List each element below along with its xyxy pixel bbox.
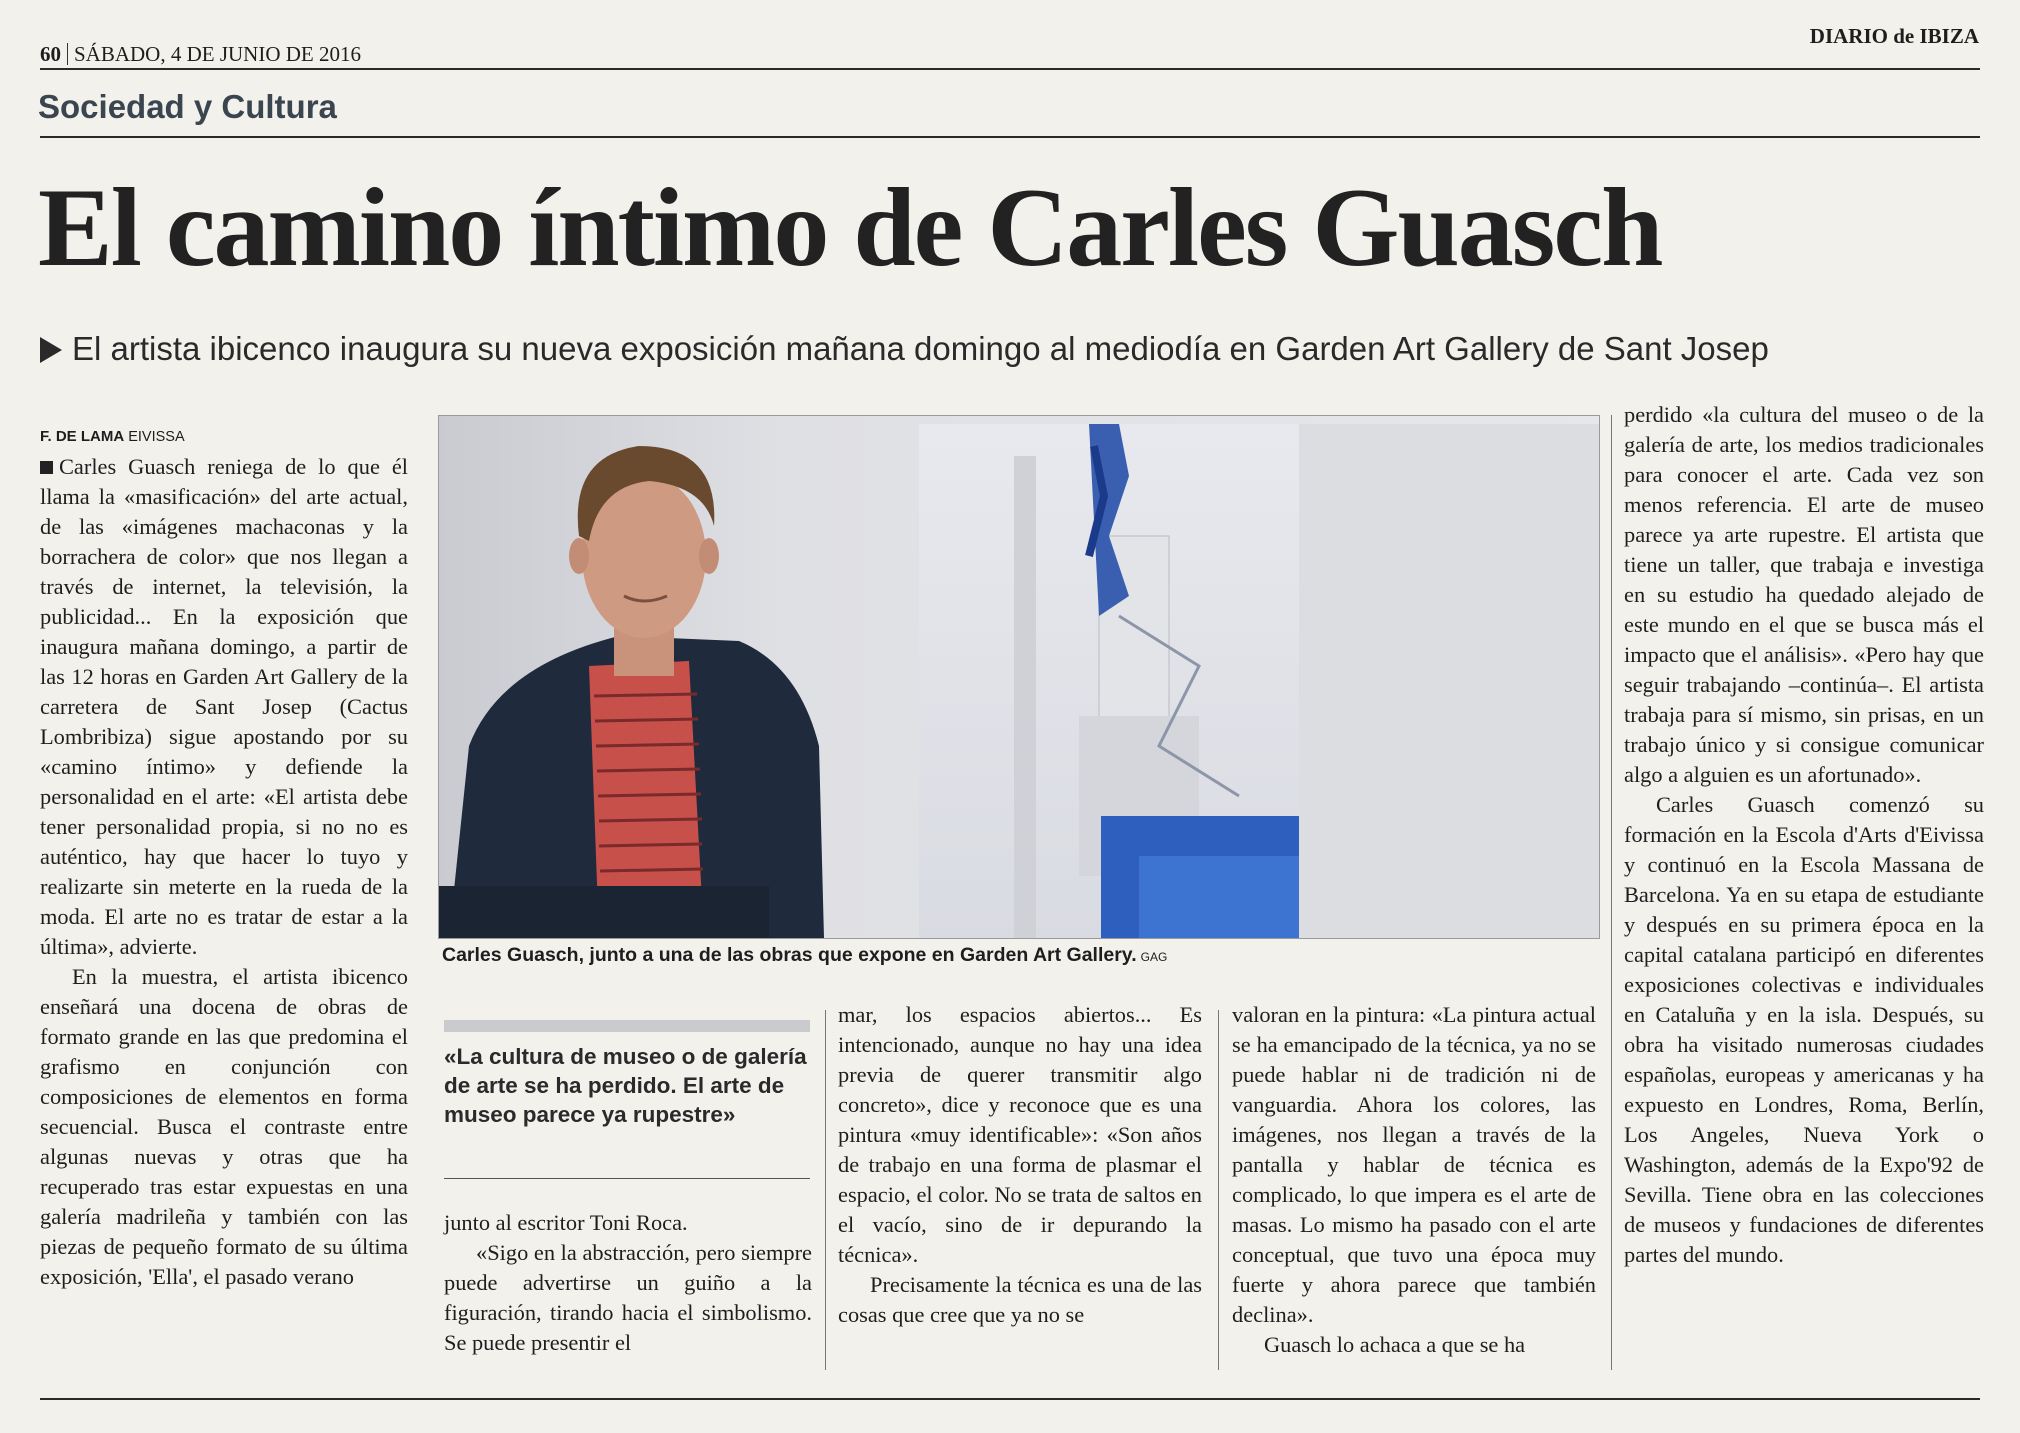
- byline: [40, 422, 408, 452]
- footer-rule: [40, 1398, 1980, 1400]
- column-3: [838, 1000, 1202, 1330]
- lead-square-icon: [40, 461, 53, 474]
- column-5: [1624, 400, 1984, 1270]
- subheadline: [40, 330, 1769, 368]
- column-1: [40, 422, 408, 1292]
- section-rule: [40, 136, 1980, 138]
- article-photo: [438, 415, 1600, 939]
- pullquote-bottom-rule: [444, 1178, 810, 1179]
- subheadline-text: El artista ibicenco inaugura su nueva exposición mañana domingo al mediodía en Garden Art Gallery de Sant Josep: [72, 330, 1769, 367]
- photo-credit: GAG: [1140, 950, 1168, 964]
- pullquote: «La cultura de museo o de galería de arte se ha perdido. El arte de museo parece ya rupestre»: [444, 1044, 807, 1127]
- page-header-left: [40, 42, 361, 67]
- article-paragraph: perdido «la cultura del museo o de la galería de arte, los medios tradicionales para conocer el arte. Cada vez son menos referencia. El arte de museo parece ya arte rupestre. El artista que tiene un taller, que trabaja e investiga en su estudio ha quedado alejado de este mundo en el que se busca más el impacto que el análisis». «Pero hay que seguir trabajando –continúa–. El artista trabaja para sí mismo, sin prisas, en un trabajo único y si consigue comunicar algo a alguien es un afortunado».: [1624, 402, 1984, 787]
- article-paragraph: En la muestra, el artista ibicenco enseñará una docena de obras de formato grande en las que predomina el grafismo en conjunción con composiciones de elementos en forma secuencial. Busca el contraste entre algunas nuevas y otras que ha recuperado tras estar expuestas en una galería madrileña y también con las piezas de pequeño formato de su última exposición, 'Ella', el pasado verano: [40, 964, 408, 1289]
- newspaper-name: DIARIO de IBIZA: [1809, 24, 1979, 48]
- article-paragraph: valoran en la pintura: «La pintura actual se ha emancipado de la técnica, ya no se puede hablar ni de tradición ni de vanguardia. Ahora los colores, las imágenes, nos llegan a través de la pantalla y hablar de técnica es complicado, lo que impera es el arte de masas. Lo mismo ha pasado con el arte conceptual, que tuvo una época muy fuerte y ahora parece que también declina».: [1232, 1002, 1596, 1327]
- column-rule: [1218, 1010, 1219, 1370]
- header-separator: [67, 43, 68, 65]
- article-paragraph: [40, 452, 408, 962]
- caption-text: Carles Guasch, junto a una de las obras que expone en Garden Art Gallery.: [442, 944, 1137, 966]
- photo-caption: [442, 944, 1167, 967]
- headline: El camino íntimo de Carles Guasch: [38, 166, 1662, 290]
- article-paragraph: «Sigo en la abstracción, pero siempre puede advertirse un guiño a la figuración, tirando hacia el simbolismo. Se puede presentir el: [444, 1240, 812, 1355]
- article-paragraph: junto al escritor Toni Roca.: [444, 1210, 688, 1235]
- column-2: [444, 1208, 812, 1358]
- triangle-bullet-icon: [40, 337, 62, 363]
- photo-illustration: [439, 416, 1599, 938]
- column-rule: [1611, 415, 1612, 1370]
- column-rule: [825, 1010, 826, 1370]
- article-paragraph: Guasch lo achaca a que se ha: [1264, 1332, 1526, 1357]
- issue-date: SÁBADO, 4 DE JUNIO DE 2016: [74, 42, 361, 66]
- article-paragraph: Carles Guasch comenzó su formación en la Escola d'Arts d'Eivissa y continuó en la Escola Massana de Barcelona. Ya en su etapa de estudiante y después en su primera época en la capital catalana participó en diferentes exposiciones colectivas e individuales en Cataluña y en la isla. Después, su obra ha visitado numerosas ciudades españolas, europeas y americanas y ha expuesto en Londres, Roma, Berlín, Los Angeles, Nueva York o Washington, además de la Expo'92 de Sevilla. Tiene obra en las colecciones de museos y fundaciones de diferentes partes del mundo.: [1624, 792, 1984, 1267]
- byline-location: EIVISSA: [128, 429, 185, 445]
- column-4: [1232, 1000, 1596, 1360]
- byline-author: F. DE LAMA: [40, 428, 125, 445]
- article-paragraph: Precisamente la técnica es una de las cosas que cree que ya no se: [838, 1272, 1202, 1327]
- page-number: 60: [40, 42, 61, 66]
- section-title: Sociedad y Cultura: [38, 88, 337, 125]
- pullquote-top-bar: [444, 1020, 810, 1032]
- header-rule: [40, 68, 1980, 70]
- article-paragraph: mar, los espacios abiertos... Es intencionado, aunque no hay una idea previa de querer transmitir algo concreto», dice y reconoce que es una pintura «muy identificable»: «Son años de trabajo en una forma de plasmar el espacio, el color. No se trata de saltos en el vacío, sino de ir depurando la técnica».: [838, 1002, 1202, 1267]
- paragraph-text: Carles Guasch reniega de lo que él llama la «masificación» del arte actual, de las «imágenes machaconas y la borrachera de color» que nos llegan a través de internet, la televisión, la publicidad... En la exposición que inaugura mañana domingo, a partir de las 12 horas en Garden Art Gallery de la carretera de Sant Josep (Cactus Lombribiza) sigue apostando por su «camino íntimo» y defiende la personalidad en el arte: «El artista debe tener personalidad propia, si no no es auténtico, hay que hacer lo tuyo y realizarte sin meterte en la rueda de la moda. El arte no es tratar de estar a la última», advierte.: [40, 454, 408, 959]
